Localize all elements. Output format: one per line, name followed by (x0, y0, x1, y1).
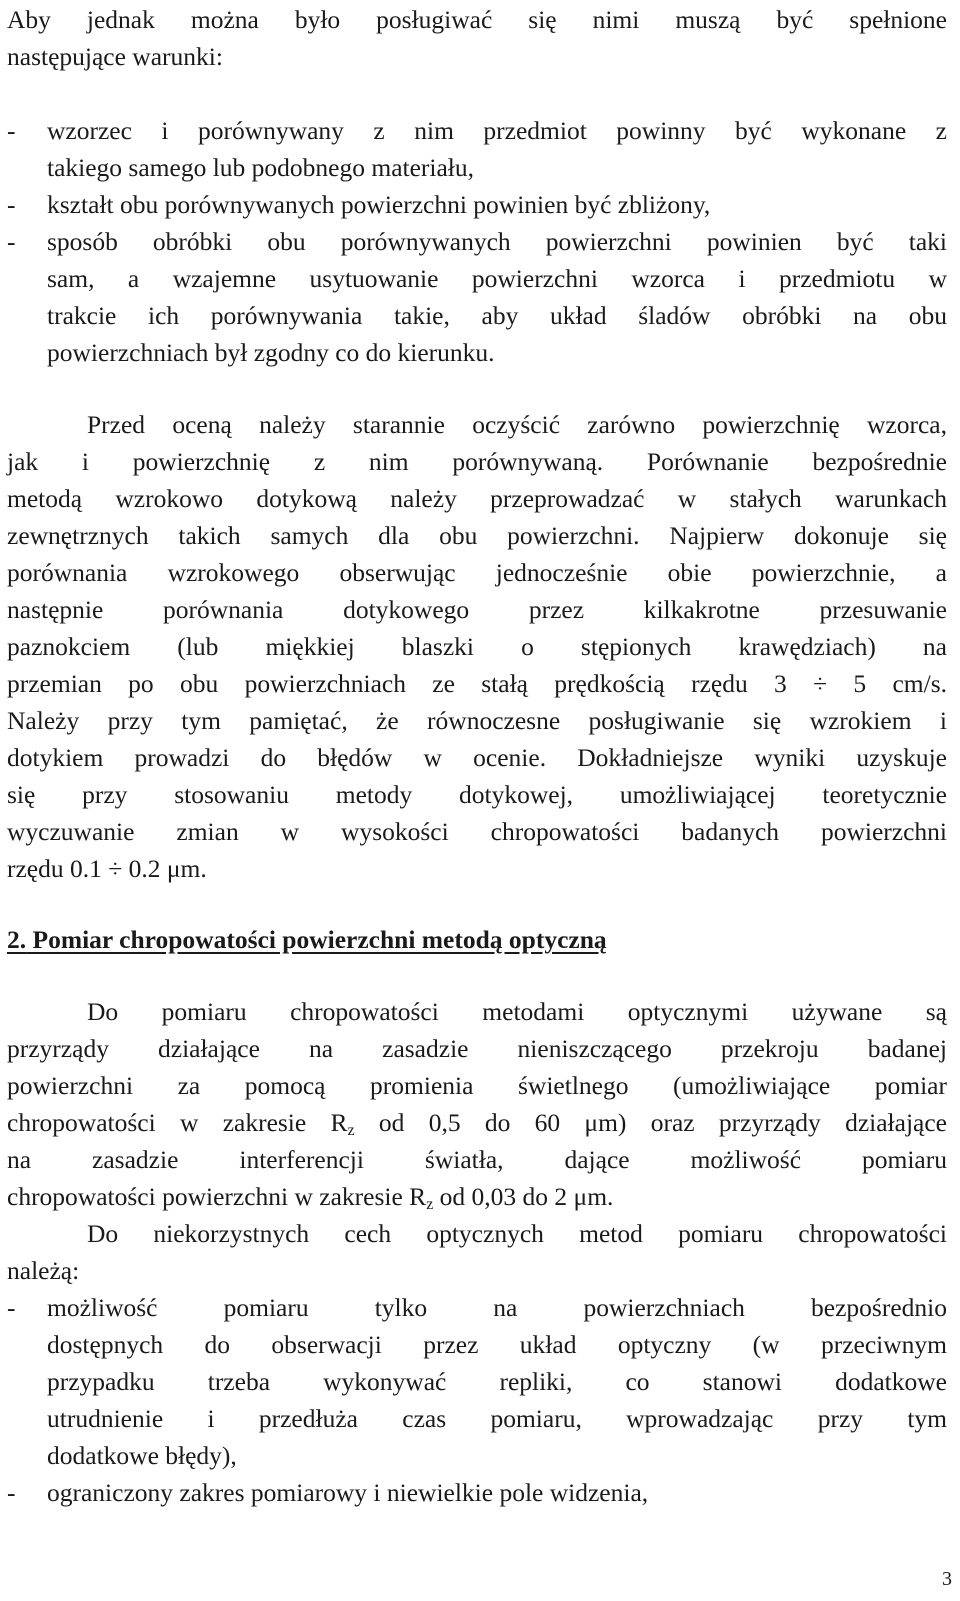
list-item-text: sposób obróbki obu porównywanych powierzchni powinien być taki (47, 227, 947, 256)
disadvantage-item-2 (7, 1475, 947, 1511)
disadvantage-item-1-cont: dostępnych do obserwacji przez układ optyczny (w przeciwnym (47, 1330, 947, 1359)
intro-line-2: następujące warunki: (7, 42, 223, 71)
paragraph-1-line: wyczuwanie zmian w wysokości chropowatości badanych powierzchni (7, 817, 947, 846)
subscript: z (426, 1196, 434, 1213)
condition-item-2 (7, 187, 947, 223)
list-item-text: kształt obu porównywanych powierzchni powinien być zbliżony, (47, 190, 711, 219)
paragraph-1-line: metodą wzrokowo dotykową należy przeprowadzać w stałych warunkach (7, 484, 947, 513)
condition-item-3 (7, 224, 947, 260)
paragraph-1-line: Należy przy tym pamiętać, że równoczesne posługiwanie się wzrokiem i (7, 706, 947, 735)
paragraph-1-line: Przed oceną należy starannie oczyścić zarówno powierzchnię wzorca, (87, 410, 947, 439)
list-dash: - (7, 116, 16, 145)
list-dash: - (7, 1478, 16, 1507)
paragraph-1-line: zewnętrznych takich samych dla obu powierzchni. Najpierw dokonuje się (7, 521, 947, 550)
list-dash: - (7, 1293, 16, 1322)
disadvantage-item-1 (7, 1290, 947, 1326)
list-item-text: ograniczony zakres pomiarowy i niewielkie pole widzenia, (47, 1478, 649, 1507)
section-title: Pomiar chropowatości powierzchni metodą optyczną (32, 925, 607, 954)
text-run: chropowatości w zakresie R (7, 1108, 348, 1137)
section-heading (7, 922, 947, 958)
condition-item-3-cont: trakcie ich porównywania takie, aby układ śladów obróbki na obu (47, 301, 947, 330)
paragraph-1-line: paznokciem (lub miękkiej blaszki o stępionych krawędziach) na (7, 632, 947, 661)
condition-item-3-cont: powierzchniach był zgodny co do kierunku. (47, 338, 495, 367)
disadvantage-item-1-cont: utrudnienie i przedłuża czas pomiaru, wprowadzając przy tym (47, 1404, 947, 1433)
paragraph-1-line: rzędu 0.1 ÷ 0.2 μm. (7, 854, 207, 883)
list-dash: - (7, 227, 16, 256)
paragraph-1-line: porównania wzrokowego obserwując jednocześnie obie powierzchnie, a (7, 558, 947, 587)
disadvantage-item-1-cont: przypadku trzeba wykonywać repliki, co stanowi dodatkowe (47, 1367, 947, 1396)
condition-item-1 (7, 113, 947, 149)
paragraph-2-line: na zasadzie interferencji światła, dające możliwość pomiaru (7, 1145, 947, 1174)
condition-item-1-cont: takiego samego lub podobnego materiału, (47, 153, 475, 182)
paragraph-1-line: dotykiem prowadzi do błędów w ocenie. Dokładniejsze wyniki uzyskuje (7, 743, 947, 772)
disadvantage-item-1-cont: dodatkowe błędy), (47, 1441, 237, 1470)
text-run: chropowatości powierzchni w zakresie R (7, 1182, 427, 1211)
section-number: 2. (7, 925, 27, 954)
text-run: od 0,5 do 60 μm) oraz przyrządy działające (354, 1108, 947, 1137)
paragraph-2-line: Do pomiaru chropowatości metodami optycznymi używane są (87, 997, 947, 1026)
paragraph-3-line: należą: (7, 1256, 80, 1285)
paragraph-3-line: Do niekorzystnych cech optycznych metod pomiaru chropowatości (87, 1219, 947, 1248)
list-item-text: wzorzec i porównywany z nim przedmiot powinny być wykonane z (47, 116, 947, 145)
text-run: od 0,03 do 2 μm. (433, 1182, 614, 1211)
paragraph-1-line: się przy stosowaniu metody dotykowej, umożliwiającej teoretycznie (7, 780, 947, 809)
paragraph-2-line: przyrządy działające na zasadzie nieniszczącego przekroju badanej (7, 1034, 947, 1063)
intro-line-1: Aby jednak można było posługiwać się nimi muszą być spełnione (7, 5, 947, 34)
condition-item-3-cont: sam, a wzajemne usytuowanie powierzchni wzorca i przedmiotu w (47, 264, 947, 293)
list-dash: - (7, 190, 16, 219)
list-item-text: możliwość pomiaru tylko na powierzchniach bezpośrednio (47, 1293, 947, 1322)
paragraph-1-line: jak i powierzchnię z nim porównywaną. Porównanie bezpośrednie (7, 447, 947, 476)
subscript: z (347, 1122, 355, 1139)
paragraph-1-line: następnie porównania dotykowego przez kilkakrotne przesuwanie (7, 595, 947, 624)
paragraph-2-line: powierzchni za pomocą promienia świetlnego (umożliwiające pomiar (7, 1071, 947, 1100)
paragraph-1-line: przemian po obu powierzchniach ze stałą prędkością rzędu 3 ÷ 5 cm/s. (7, 669, 947, 698)
page-number: 3 (942, 1568, 952, 1590)
